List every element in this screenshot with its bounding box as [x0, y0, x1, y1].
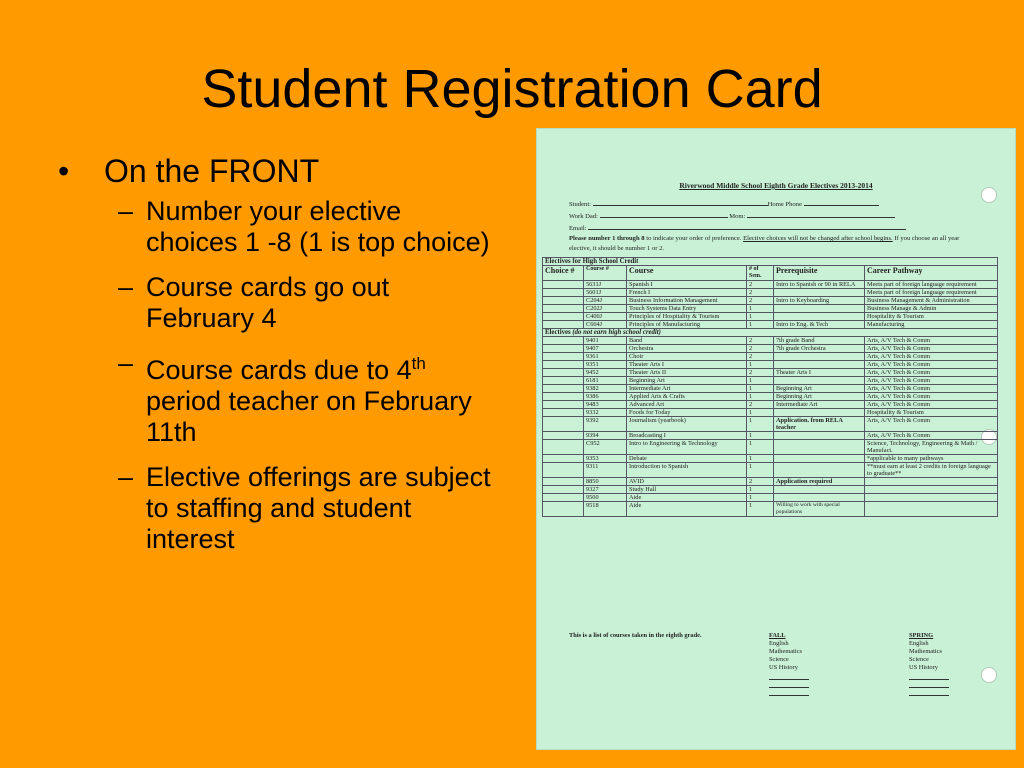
- semesters-cell: 2: [747, 353, 774, 361]
- semesters-cell: 1: [747, 385, 774, 393]
- card-title: Riverwood Middle School Eighth Grade Electives 2013-2014: [679, 181, 873, 190]
- choice-cell: [543, 305, 584, 313]
- course-number-cell: 8850: [584, 478, 627, 486]
- course-name-cell: Orchestra: [627, 345, 747, 353]
- bullet-front: [58, 150, 498, 192]
- semesters-cell: 1: [747, 305, 774, 313]
- course-name-cell: Spanish I: [627, 281, 747, 289]
- choice-cell: [543, 361, 584, 369]
- punch-hole: [982, 668, 996, 682]
- semesters-cell: 1: [747, 432, 774, 440]
- table-row: [543, 313, 998, 321]
- career-pathway-cell: Arts, A/V Tech & Comm: [865, 369, 998, 377]
- field-home-phone: Home Phone: [767, 201, 802, 208]
- course-number-cell: 9483: [584, 401, 627, 409]
- sub-bullet-text-due: [146, 355, 472, 447]
- table-section-row: [543, 258, 998, 266]
- table-row: [543, 297, 998, 305]
- choice-cell: [543, 455, 584, 463]
- instr-text-2: If you choose an all year elective, it should be number 1 or 2.: [569, 235, 960, 252]
- table-row: [543, 455, 998, 463]
- prerequisite-cell: [774, 463, 865, 478]
- semesters-cell: 1: [747, 313, 774, 321]
- fall-subject: Science: [769, 656, 789, 663]
- spring-subject: Science: [909, 656, 929, 663]
- field-student: Student:: [569, 201, 591, 208]
- career-pathway-cell: Science, Technology, Engineering & Math / Manufact.: [865, 440, 998, 455]
- career-pathway-cell: *applicable to many pathways: [865, 455, 998, 463]
- card-instructions: [569, 234, 979, 254]
- semesters-cell: 2: [747, 337, 774, 345]
- choice-cell: [543, 463, 584, 478]
- field-work-dad: Work Dad:: [569, 213, 598, 220]
- instr-text: to indicate your order of preference.: [644, 235, 744, 242]
- header-prerequisite: Prerequisite: [774, 266, 865, 281]
- semesters-cell: 1: [747, 494, 774, 502]
- prerequisite-cell: Intro to Keyboarding: [774, 297, 865, 305]
- dash-glyph: –: [118, 462, 134, 492]
- sub-bullet: [118, 348, 498, 448]
- course-name-cell: Business Information Management: [627, 297, 747, 305]
- choice-cell: [543, 337, 584, 345]
- career-pathway-cell: Arts, A/V Tech & Comm: [865, 345, 998, 353]
- prerequisite-cell: Application required: [774, 478, 865, 486]
- semesters-cell: 2: [747, 401, 774, 409]
- course-name-cell: Theater Arts I: [627, 361, 747, 369]
- fall-column: [769, 632, 809, 696]
- course-name-cell: French I: [627, 289, 747, 297]
- registration-card-image: [536, 128, 1016, 750]
- spring-subject: US History: [909, 664, 938, 671]
- sub-bullet-text: Course cards go out February 4: [146, 272, 390, 333]
- career-pathway-cell: [865, 486, 998, 494]
- course-name-cell: Beginning Art: [627, 377, 747, 385]
- table-row: [543, 502, 998, 517]
- career-pathway-cell: **must earn at least 2 credits in foreign language to graduate**: [865, 463, 998, 478]
- course-number-cell: 9407: [584, 345, 627, 353]
- career-pathway-cell: Hospitality & Tourism: [865, 409, 998, 417]
- prerequisite-cell: Application. from RELA teacher: [774, 417, 865, 432]
- semesters-cell: 1: [747, 393, 774, 401]
- header-choice: Choice #: [543, 266, 584, 281]
- dash-glyph: –: [118, 196, 134, 226]
- choice-cell: [543, 486, 584, 494]
- choice-cell: [543, 494, 584, 502]
- table-row: [543, 432, 998, 440]
- prerequisite-cell: [774, 353, 865, 361]
- prerequisite-cell: Beginning Art: [774, 385, 865, 393]
- card-fields: [569, 198, 979, 254]
- course-name-cell: Applied Arts & Crafts: [627, 393, 747, 401]
- field-email: Email:: [569, 225, 587, 232]
- semesters-cell: 2: [747, 281, 774, 289]
- course-name-cell: Broadcasting I: [627, 432, 747, 440]
- instr-bold: Please number 1 through 8: [569, 235, 645, 242]
- semesters-cell: 1: [747, 463, 774, 478]
- prerequisite-cell: Intro to Spanish or 90 in RELA: [774, 281, 865, 289]
- choice-cell: [543, 385, 584, 393]
- course-number-cell: 9392: [584, 417, 627, 432]
- prerequisite-cell: 7th grade Band: [774, 337, 865, 345]
- footer-note: This is a list of courses taken in the eighth grade.: [569, 632, 702, 639]
- course-number-cell: C952: [584, 440, 627, 455]
- course-number-cell: C604J: [584, 321, 627, 329]
- header-course-number: Course #: [584, 266, 627, 281]
- course-number-cell: 9351: [584, 361, 627, 369]
- course-number-cell: 9401: [584, 337, 627, 345]
- course-name-cell: Theater Arts II: [627, 369, 747, 377]
- due-text-post: period teacher on February 11th: [146, 386, 472, 447]
- prerequisite-cell: [774, 440, 865, 455]
- sub-bullet-text: Elective offerings are subject to staffing and student interest: [146, 462, 491, 554]
- header-semesters: # of Sem.: [747, 266, 774, 281]
- table-row: [543, 361, 998, 369]
- career-pathway-cell: Arts, A/V Tech & Comm: [865, 337, 998, 345]
- sub-bullet: [118, 196, 498, 258]
- dash-glyph: –: [118, 348, 134, 378]
- prerequisite-cell: Intro to Eng. & Tech: [774, 321, 865, 329]
- sub-bullet: [118, 462, 498, 555]
- spring-subject: Mathematics: [909, 648, 943, 655]
- course-name-cell: Journalism (yearbook): [627, 417, 747, 432]
- due-text-sup: th: [411, 354, 426, 373]
- table-header-row: [543, 266, 998, 281]
- prerequisite-cell: [774, 409, 865, 417]
- semesters-cell: 1: [747, 417, 774, 432]
- field-mom: Mom:: [729, 213, 746, 220]
- course-name-cell: Aide: [627, 502, 747, 517]
- semesters-cell: 2: [747, 369, 774, 377]
- career-pathway-cell: Arts, A/V Tech & Comm: [865, 353, 998, 361]
- slide-title: Student Registration Card: [201, 59, 823, 119]
- semesters-cell: 1: [747, 361, 774, 369]
- table-row: [543, 289, 998, 297]
- course-name-cell: Principles of Hospitality & Tourism: [627, 313, 747, 321]
- career-pathway-cell: [865, 502, 998, 517]
- prerequisite-cell: [774, 377, 865, 385]
- semesters-cell: 2: [747, 297, 774, 305]
- prerequisite-cell: [774, 361, 865, 369]
- table-row: [543, 463, 998, 478]
- table-row: [543, 440, 998, 455]
- course-name-cell: Advanced Art: [627, 401, 747, 409]
- course-name-cell: AVID: [627, 478, 747, 486]
- dash-glyph: –: [118, 272, 134, 302]
- course-number-cell: 9353: [584, 455, 627, 463]
- semesters-cell: 1: [747, 455, 774, 463]
- course-name-cell: Aide: [627, 494, 747, 502]
- prerequisite-cell: Willing to work with special populations: [774, 502, 865, 517]
- spring-column: [909, 632, 949, 696]
- career-pathway-cell: Hospitality & Tourism: [865, 313, 998, 321]
- choice-cell: [543, 401, 584, 409]
- course-number-cell: 5601J: [584, 289, 627, 297]
- choice-cell: [543, 417, 584, 432]
- career-pathway-cell: [865, 494, 998, 502]
- choice-cell: [543, 281, 584, 289]
- table-row: [543, 486, 998, 494]
- prerequisite-cell: Beginning Art: [774, 393, 865, 401]
- choice-cell: [543, 297, 584, 305]
- course-number-cell: C202J: [584, 305, 627, 313]
- fall-subject: US History: [769, 664, 798, 671]
- table-row: [543, 409, 998, 417]
- table-row: [543, 345, 998, 353]
- course-name-cell: Intermediate Art: [627, 385, 747, 393]
- table-row: [543, 494, 998, 502]
- career-pathway-cell: Arts, A/V Tech & Comm: [865, 432, 998, 440]
- table-row: [543, 321, 998, 329]
- bullet-list: [58, 150, 498, 569]
- table-row: [543, 353, 998, 361]
- semesters-cell: 1: [747, 321, 774, 329]
- prerequisite-cell: Theater Arts I: [774, 369, 865, 377]
- career-pathway-cell: Business Manage & Admin: [865, 305, 998, 313]
- bullet-dot: •: [58, 153, 70, 189]
- table-row: [543, 385, 998, 393]
- prerequisite-cell: [774, 289, 865, 297]
- choice-cell: [543, 289, 584, 297]
- table-row: [543, 281, 998, 289]
- semesters-cell: 1: [747, 486, 774, 494]
- table-row: [543, 417, 998, 432]
- course-name-cell: Intro to Engineering & Technology: [627, 440, 747, 455]
- choice-cell: [543, 377, 584, 385]
- choice-cell: [543, 353, 584, 361]
- course-number-cell: 9332: [584, 409, 627, 417]
- choice-cell: [543, 432, 584, 440]
- prerequisite-cell: [774, 305, 865, 313]
- sub-bullet-text: Number your elective choices 1 -8 (1 is top choice): [146, 196, 490, 257]
- choice-cell: [543, 313, 584, 321]
- career-pathway-cell: [865, 478, 998, 486]
- prerequisite-cell: [774, 432, 865, 440]
- course-number-cell: 9361: [584, 353, 627, 361]
- table-row: [543, 337, 998, 345]
- course-number-cell: 9452: [584, 369, 627, 377]
- course-number-cell: 9394: [584, 432, 627, 440]
- course-name-cell: Foods for Today: [627, 409, 747, 417]
- table-row: [543, 478, 998, 486]
- career-pathway-cell: Arts, A/V Tech & Comm: [865, 361, 998, 369]
- choice-cell: [543, 393, 584, 401]
- fall-subject: English: [769, 640, 789, 647]
- career-pathway-cell: Arts, A/V Tech & Comm: [865, 417, 998, 432]
- header-course: Course: [627, 266, 747, 281]
- punch-hole: [982, 188, 996, 202]
- semesters-cell: 1: [747, 377, 774, 385]
- career-pathway-cell: Meets part of foreign language requirement: [865, 289, 998, 297]
- career-pathway-cell: Arts, A/V Tech & Comm: [865, 393, 998, 401]
- career-pathway-cell: Manufacturing: [865, 321, 998, 329]
- choice-cell: [543, 478, 584, 486]
- choice-cell: [543, 321, 584, 329]
- semesters-cell: 1: [747, 502, 774, 517]
- table-row: [543, 369, 998, 377]
- semesters-cell: 2: [747, 478, 774, 486]
- course-number-cell: 9500: [584, 494, 627, 502]
- course-number-cell: 9327: [584, 486, 627, 494]
- prerequisite-cell: 7th grade Orchestra: [774, 345, 865, 353]
- bullet-text: On the FRONT: [104, 153, 320, 189]
- course-name-cell: Introduction to Spanish: [627, 463, 747, 478]
- sub-bullet: [118, 272, 498, 334]
- table-row: [543, 305, 998, 313]
- instr-underline: Elective choices will not be changed after school begins.: [743, 235, 893, 242]
- choice-cell: [543, 345, 584, 353]
- section-label: Electives (do not earn high school credit): [543, 329, 998, 337]
- sub-bullet-list: [58, 196, 498, 555]
- prerequisite-cell: [774, 486, 865, 494]
- fall-subject: Mathematics: [769, 648, 803, 655]
- spring-subject: English: [909, 640, 929, 647]
- table-row: [543, 401, 998, 409]
- course-number-cell: 9386: [584, 393, 627, 401]
- career-pathway-cell: Business Management & Administration: [865, 297, 998, 305]
- spring-label: SPRING: [909, 632, 934, 639]
- choice-cell: [543, 409, 584, 417]
- prerequisite-cell: [774, 455, 865, 463]
- semesters-cell: 2: [747, 345, 774, 353]
- career-pathway-cell: Arts, A/V Tech & Comm: [865, 401, 998, 409]
- choice-cell: [543, 440, 584, 455]
- course-name-cell: Study Hall: [627, 486, 747, 494]
- course-number-cell: C400J: [584, 313, 627, 321]
- career-pathway-cell: Arts, A/V Tech & Comm: [865, 377, 998, 385]
- career-pathway-cell: Meets part of foreign language requirement: [865, 281, 998, 289]
- career-pathway-cell: Arts, A/V Tech & Comm: [865, 385, 998, 393]
- choice-cell: [543, 369, 584, 377]
- fall-label: FALL: [769, 632, 786, 639]
- semesters-cell: 2: [747, 289, 774, 297]
- course-number-cell: 9311: [584, 463, 627, 478]
- semesters-cell: 1: [747, 409, 774, 417]
- header-career-pathway: Career Pathway: [865, 266, 998, 281]
- course-name-cell: Touch Systems Data Entry: [627, 305, 747, 313]
- table-section-row: [543, 329, 998, 337]
- course-name-cell: Debate: [627, 455, 747, 463]
- choice-cell: [543, 502, 584, 517]
- prerequisite-cell: [774, 494, 865, 502]
- table-row: [543, 377, 998, 385]
- course-table: [542, 257, 998, 517]
- course-number-cell: 6181: [584, 377, 627, 385]
- prerequisite-cell: Intermediate Art: [774, 401, 865, 409]
- course-name-cell: Principles of Manufacturing: [627, 321, 747, 329]
- course-number-cell: C204J: [584, 297, 627, 305]
- prerequisite-cell: [774, 313, 865, 321]
- due-text-pre: Course cards due to 4: [146, 355, 412, 385]
- course-name-cell: Choir: [627, 353, 747, 361]
- course-number-cell: 9518: [584, 502, 627, 517]
- semesters-cell: 1: [747, 440, 774, 455]
- course-name-cell: Band: [627, 337, 747, 345]
- course-number-cell: 5631J: [584, 281, 627, 289]
- section-label: Electives for High School Credit: [543, 258, 998, 266]
- course-number-cell: 9382: [584, 385, 627, 393]
- table-row: [543, 393, 998, 401]
